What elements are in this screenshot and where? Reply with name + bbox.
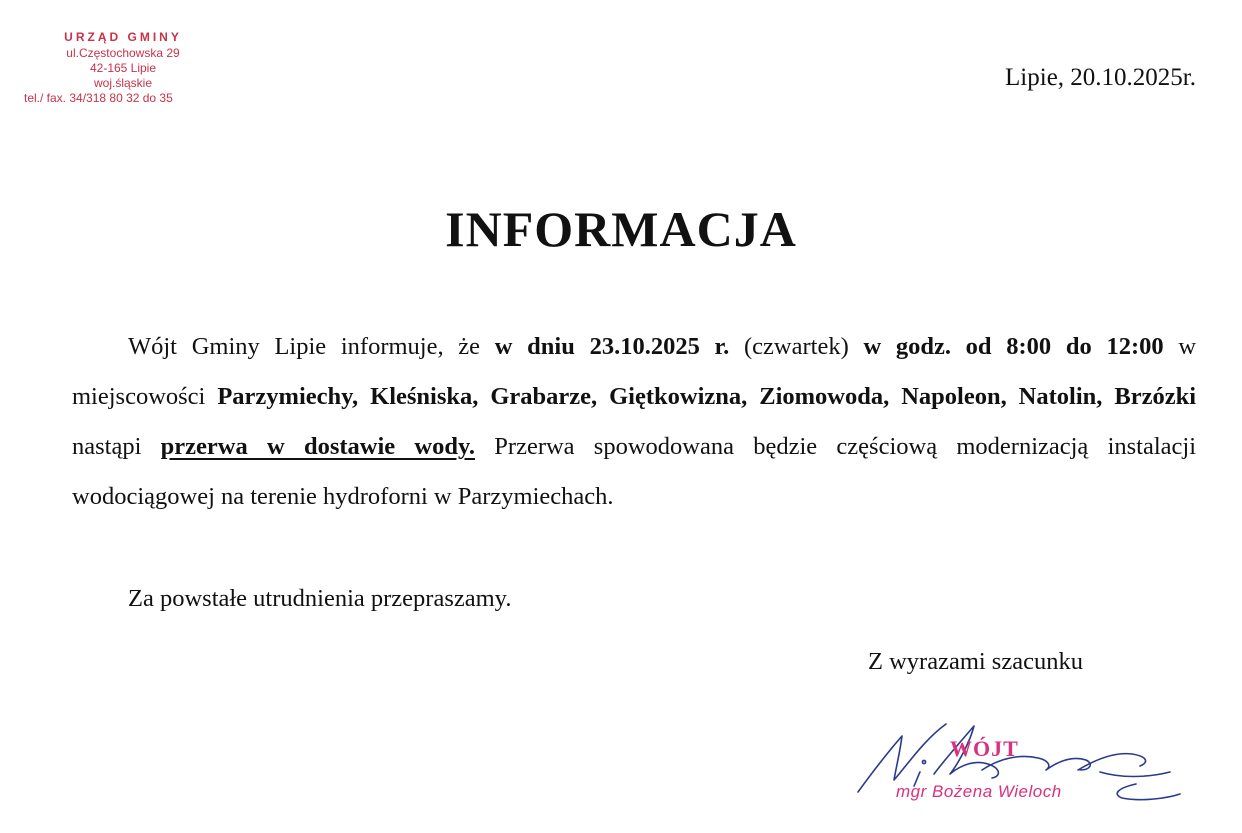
- announcement-body: [72, 322, 1196, 522]
- body-hours: w godz. od 8:00 do 12:00: [863, 333, 1164, 360]
- body-reason: Przerwa spowodowana będzie częściową modernizacją instalacji wodociągowej na terenie hydroforni w Parzymiechach.: [72, 433, 1197, 510]
- body-will-occur: nastąpi: [72, 433, 142, 460]
- stamp-region: woj.śląskie: [93, 76, 153, 90]
- stamp-title: URZĄD GMINY: [64, 30, 182, 44]
- apology-line: Za powstałe utrudnienia przepraszamy.: [128, 585, 512, 612]
- stamp-street: ul.Częstochowska 29: [66, 46, 180, 60]
- body-water-outage: przerwa w dostawie wody.: [160, 433, 476, 460]
- signature-stamp-role: WÓJT: [950, 736, 1019, 761]
- office-stamp: [24, 30, 218, 106]
- body-date: w dniu 23.10.2025 r.: [494, 333, 730, 360]
- body-localities: Parzymiechy, Kleśniska, Grabarze, Giętkowizna, Ziomowoda, Napoleon, Natolin, Brzózki: [217, 383, 1196, 410]
- body-weekday: (czwartek): [744, 333, 849, 360]
- document-title: INFORMACJA: [445, 201, 797, 257]
- stamp-postal: 42-165 Lipie: [89, 61, 157, 75]
- closing-line: Z wyrazami szacunku: [868, 648, 1083, 675]
- signature-stamp-name: mgr Bożena Wieloch: [896, 782, 1062, 801]
- stamp-phone: tel./ fax. 34/318 80 32 do 35: [24, 91, 173, 105]
- body-intro: Wójt Gminy Lipie informuje, że: [128, 333, 481, 360]
- document-date: Lipie, 20.10.2025r.: [1005, 64, 1196, 91]
- body-locality-label: w miejscowości: [72, 333, 1197, 410]
- announcement-paragraph: [72, 322, 1196, 522]
